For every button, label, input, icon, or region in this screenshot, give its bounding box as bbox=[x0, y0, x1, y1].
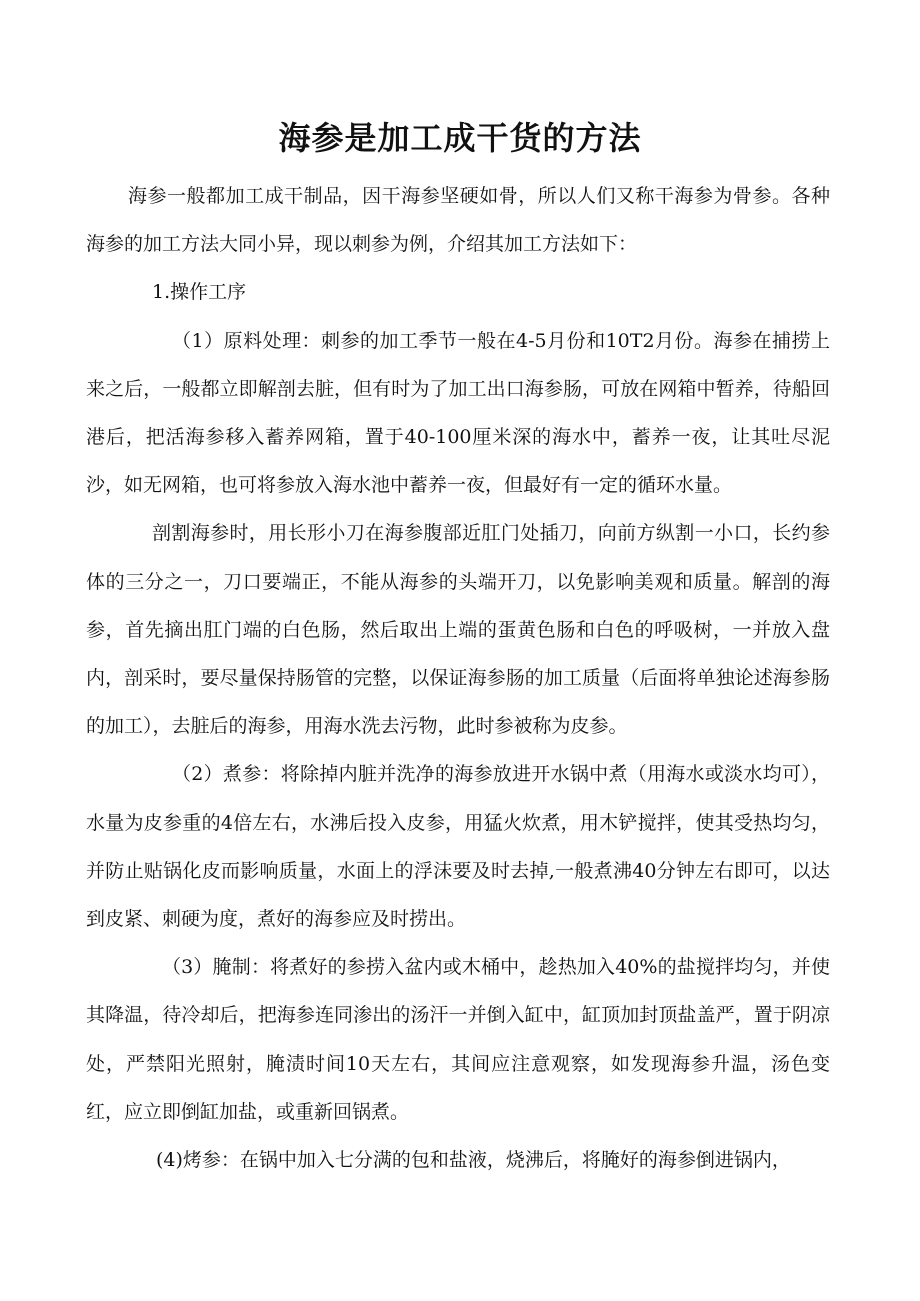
step-1-cutting-paragraph: 剖割海参时，用长形小刀在海参腹部近肛门处插刀，向前方纵割一小口，长约参体的三分之一，刀口要端正，不能从海参的头端开刀，以免影响美观和质量。解剖的海参，首先摘出肛门端的白色肠，然后取出上端的蛋黄色肠和白色的呼吸树，一并放入盘内，剖采时，要尽量保持肠管的完整，以保证海参肠的加工质量（后面将单独论述海参肠的加工），去脏后的海参，用海水洗去污物，此时参被称为皮参。 bbox=[86, 522, 830, 738]
section-heading-operation-steps: 1.操作工序 bbox=[152, 281, 247, 304]
intro-paragraph: 海参一般都加工成干制品，因干海参坚硬如骨，所以人们又称干海参为骨参。各种海参的加工方法大同小异，现以刺参为例，介绍其加工方法如下： bbox=[86, 185, 830, 256]
step-4-roasting-paragraph: (4)烤参：在锅中加入七分满的包和盐液，烧沸后，将腌好的海参倒进锅内， bbox=[156, 1149, 791, 1172]
document-title: 海参是加工成干货的方法 bbox=[278, 119, 642, 157]
step-3-salting-paragraph: （3）腌制：将煮好的参捞入盆内或木桶中，趁热加入40%的盐搅拌均匀，并使其降温，待冷却后，把海参连同渗出的汤汗一并倒入缸中，缸顶加封顶盐盖严，置于阴凉处，严禁阳光照射，腌渍时间10天左右，其间应注意观察，如发现海参升温，汤色变红，应立即倒缸加盐，或重新回锅煮。 bbox=[86, 956, 830, 1123]
step-1-raw-material-paragraph: （1）原料处理：刺参的加工季节一般在4-5月份和10T2月份。海参在捕捞上来之后，一般都立即解剖去脏，但有时为了加工出口海参肠，可放在网箱中暂养，待船回港后，把活海参移入蓄养网箱，置于40-100厘米深的海水中，蓄养一夜，让其吐尽泥沙，如无网箱，也可将参放入海水池中蓄养一夜，但最好有一定的循环水量。 bbox=[86, 329, 830, 497]
step-2-boiling-paragraph: （2）煮参：将除掉内脏并洗净的海参放进开水锅中煮（用海水或淡水均可），水量为皮参重的4倍左右，水沸后投入皮参，用猛火炊煮，用木铲搅拌，使其受热均匀，并防止贴锅化皮而影响质量，水面上的浮沫要及时去掉,一般煮沸40分钟左右即可，以达到皮紧、刺硬为度，煮好的海参应及时捞出。 bbox=[86, 763, 830, 931]
document-body bbox=[86, 172, 830, 1184]
